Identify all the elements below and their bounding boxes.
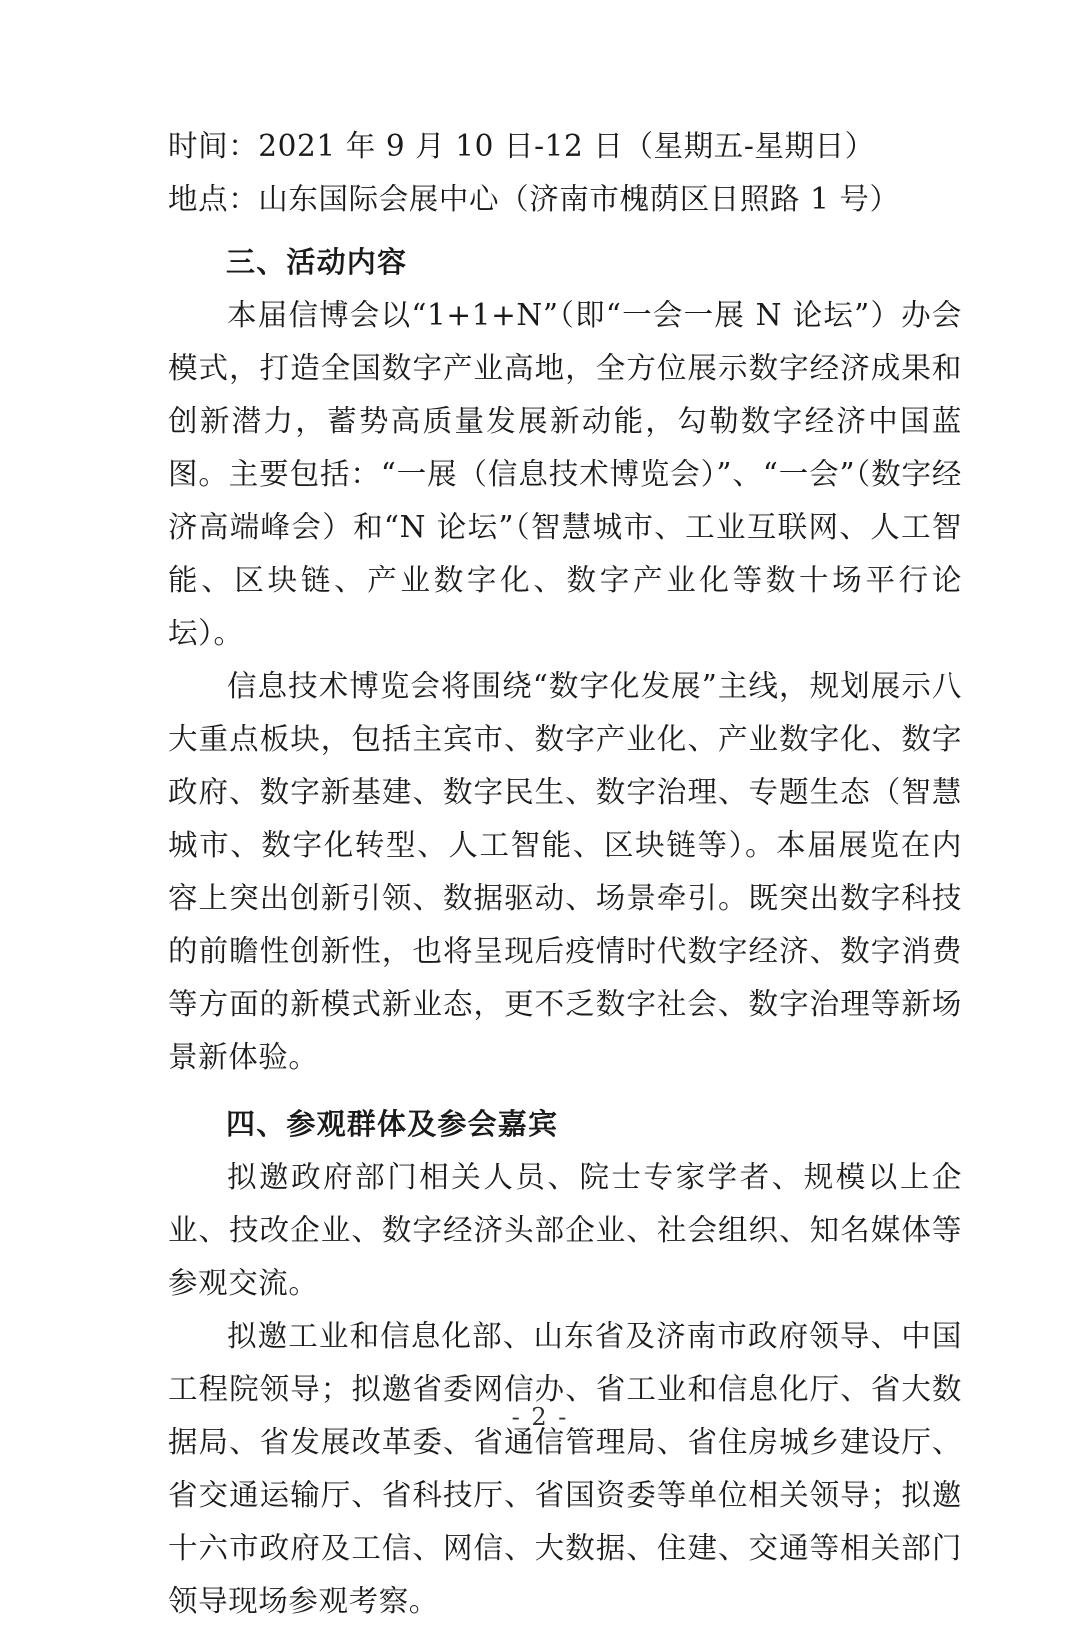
section-three-heading: 三、活动内容 — [226, 245, 408, 279]
section-four-heading: 四、参观群体及参会嘉宾 — [226, 1107, 559, 1141]
event-time-line: 时间：2021 年 9 月 10 日-12 日（星期五-星期日） — [168, 129, 875, 163]
section-three-paragraph-2: 信息技术博览会将围绕“数字化发展”主线，规划展示八大重点板块，包括主宾市、数字产业化、产业数字化、数字政府、数字新基建、数字民生、数字治理、专题生态（智慧城市、数字化转型、人工智能、区块链等）。本届展览在内容上突出创新引领、数据驱动、场景牵引。既突出数字科技的前瞻性创新性，也将呈现后疫情时代数字经济、数字消费等方面的新模式新业态，更不乏数字社会、数字治理等新场景新体验。 — [168, 669, 962, 1074]
event-location-line: 地点：山东国际会展中心（济南市槐荫区日照路 1 号） — [168, 182, 900, 216]
document-body — [168, 120, 962, 1628]
section-three-paragraph-1: 本届信博会以“1+1+N”（即“一会一展 N 论坛”）办会模式，打造全国数字产业高地，全方位展示数字经济成果和创新潜力，蓄势高质量发展新动能，勾勒数字经济中国蓝图。主要包括：“一展（信息技术博览会）”、“一会”（数字经济高端峰会）和“N 论坛”（智慧城市、工业互联网、人工智能、区块链、产业数字化、数字产业化等数十场平行论坛）。 — [168, 298, 962, 650]
section-four-paragraph-1: 拟邀政府部门相关人员、院士专家学者、规模以上企业、技改企业、数字经济头部企业、社会组织、知名媒体等参观交流。 — [168, 1160, 962, 1300]
page-number: - 2 - — [511, 1403, 569, 1431]
section-four-paragraph-2: 拟邀工业和信息化部、山东省及济南市政府领导、中国工程院领导；拟邀省委网信办、省工业和信息化厅、省大数据局、省发展改革委、省通信管理局、省住房城乡建设厅、省交通运输厅、省科技厅、省国资委等单位相关领导；拟邀十六市政府及工信、网信、大数据、住建、交通等相关部门领导现场参观考察。 — [168, 1319, 962, 1618]
